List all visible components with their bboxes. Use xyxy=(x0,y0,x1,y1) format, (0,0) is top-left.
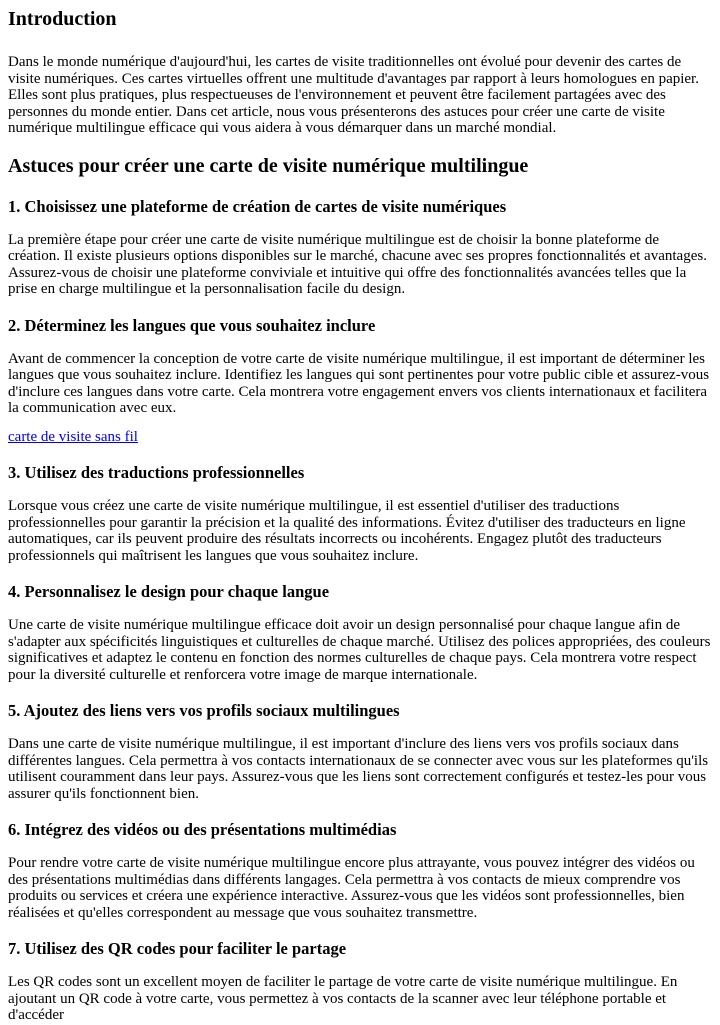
tip-1-heading: 1. Choisissez une plateforme de création de cartes de visite numériques xyxy=(8,196,507,216)
tip-5-paragraph: Dans une carte de visite numérique multilingue, il est important d'inclure des liens vers vos profils sociaux dans différentes langues. Cela permettra à vos contacts internationaux de se connecter avec vous sur les plateformes qu'ils utilisent couramment dans leur pays. Assurez-vous que les liens sont correctement configurés et testez-les pour vous assurer qu'ils fonctionnent bien. xyxy=(8,736,709,802)
intro-paragraph: Dans le monde numérique d'aujourd'hui, les cartes de visite traditionnelles ont évolué pour devenir des cartes de visite numériques. Ces cartes virtuelles offrent une multitude d'avantages par rapport à leurs homologues en papier. Elles sont plus pratiques, plus respectueuses de l'environnement et peuvent être facilement partagées avec des personnes du monde entier. Dans cet article, nous vous présenterons des astuces pour créer une carte de visite numérique multilingue efficace qui vous aidera à vous démarquer dans un marché mondial. xyxy=(8,54,699,136)
tip-7-paragraph: Les QR codes sont un excellent moyen de faciliter le partage de votre carte de visite numérique multilingue. En ajoutant un QR code à votre carte, vous permettez à vos contacts de la scanner avec leur téléphone portable et d'accéder xyxy=(8,974,678,1023)
tip-4-heading: 4. Personnalisez le design pour chaque langue xyxy=(8,582,330,601)
article xyxy=(0,8,720,1024)
tip-5-heading: 5. Ajoutez des liens vers vos profils sociaux multilingues xyxy=(8,701,400,720)
intro-title: Introduction xyxy=(8,8,117,30)
tip-6-heading: 6. Intégrez des vidéos ou des présentations multimédias xyxy=(8,820,397,839)
link-paragraph xyxy=(8,429,712,446)
tip-6-paragraph: Pour rendre votre carte de visite numérique multilingue encore plus attrayante, vous pouvez intégrer des vidéos ou des présentations multimédias dans différents langages. Cela permettra à vos contacts de mieux comprendre vos produits ou services et créera une expérience interactive. Assurez-vous que les vidéos sont professionnelles, bien réalisées et qu'elles correspondent au message que vous souhaitez transmettre. xyxy=(8,855,695,921)
tip-3-heading: 3. Utilisez des traductions professionnelles xyxy=(8,463,305,482)
carte-de-visite-sans-fil-link[interactable]: carte de visite sans fil xyxy=(8,428,138,445)
tip-7-heading: 7. Utilisez des QR codes pour faciliter le partage xyxy=(8,939,347,958)
tip-1-paragraph: La première étape pour créer une carte de visite numérique multilingue est de choisir la bonne plateforme de création. Il existe plusieurs options disponibles sur le marché, chacune avec ses propres fonctionnalités et avantages. Assurez-vous de choisir une plateforme conviviale et intuitive qui offre des fonctionnalités avancées telles que la prise en charge multilingue et la personnalisation facile du design. xyxy=(8,231,707,297)
tip-2-paragraph: Avant de commencer la conception de votre carte de visite numérique multilingue, il est important de déterminer les langues que vous souhaitez inclure. Identifiez les langues qui sont pertinentes pour votre public cible et assurez-vous d'inclure ces langues dans votre carte. Cela montrera votre engagement envers vos clients internationaux et facilitera la communication avec eux. xyxy=(8,350,710,416)
tips-title: Astuces pour créer une carte de visite numérique multilingue xyxy=(8,154,529,177)
tip-4-paragraph: Une carte de visite numérique multilingue efficace doit avoir un design personnalisé pour chaque langue afin de s'adapter aux spécificités linguistiques et culturelles de chaque marché. Utilisez des polices appropriées, des couleurs significatives et adaptez le contenu en fonction des normes culturelles de chaque pays. Cela montrera votre respect pour la diversité culturelle et renforcera votre image de marque internationale. xyxy=(8,617,711,683)
tip-3-paragraph: Lorsque vous créez une carte de visite numérique multilingue, il est essentiel d'utiliser des traductions professionnelles pour garantir la précision et la qualité des informations. Évitez d'utiliser des traducteurs en ligne automatiques, car ils peuvent produire des résultats incorrects ou incohérents. Engagez plutôt des traducteurs professionnels qui maîtrisent les langues que vous souhaitez inclure. xyxy=(8,498,686,564)
tip-2-heading: 2. Déterminez les langues que vous souhaitez inclure xyxy=(8,315,376,335)
